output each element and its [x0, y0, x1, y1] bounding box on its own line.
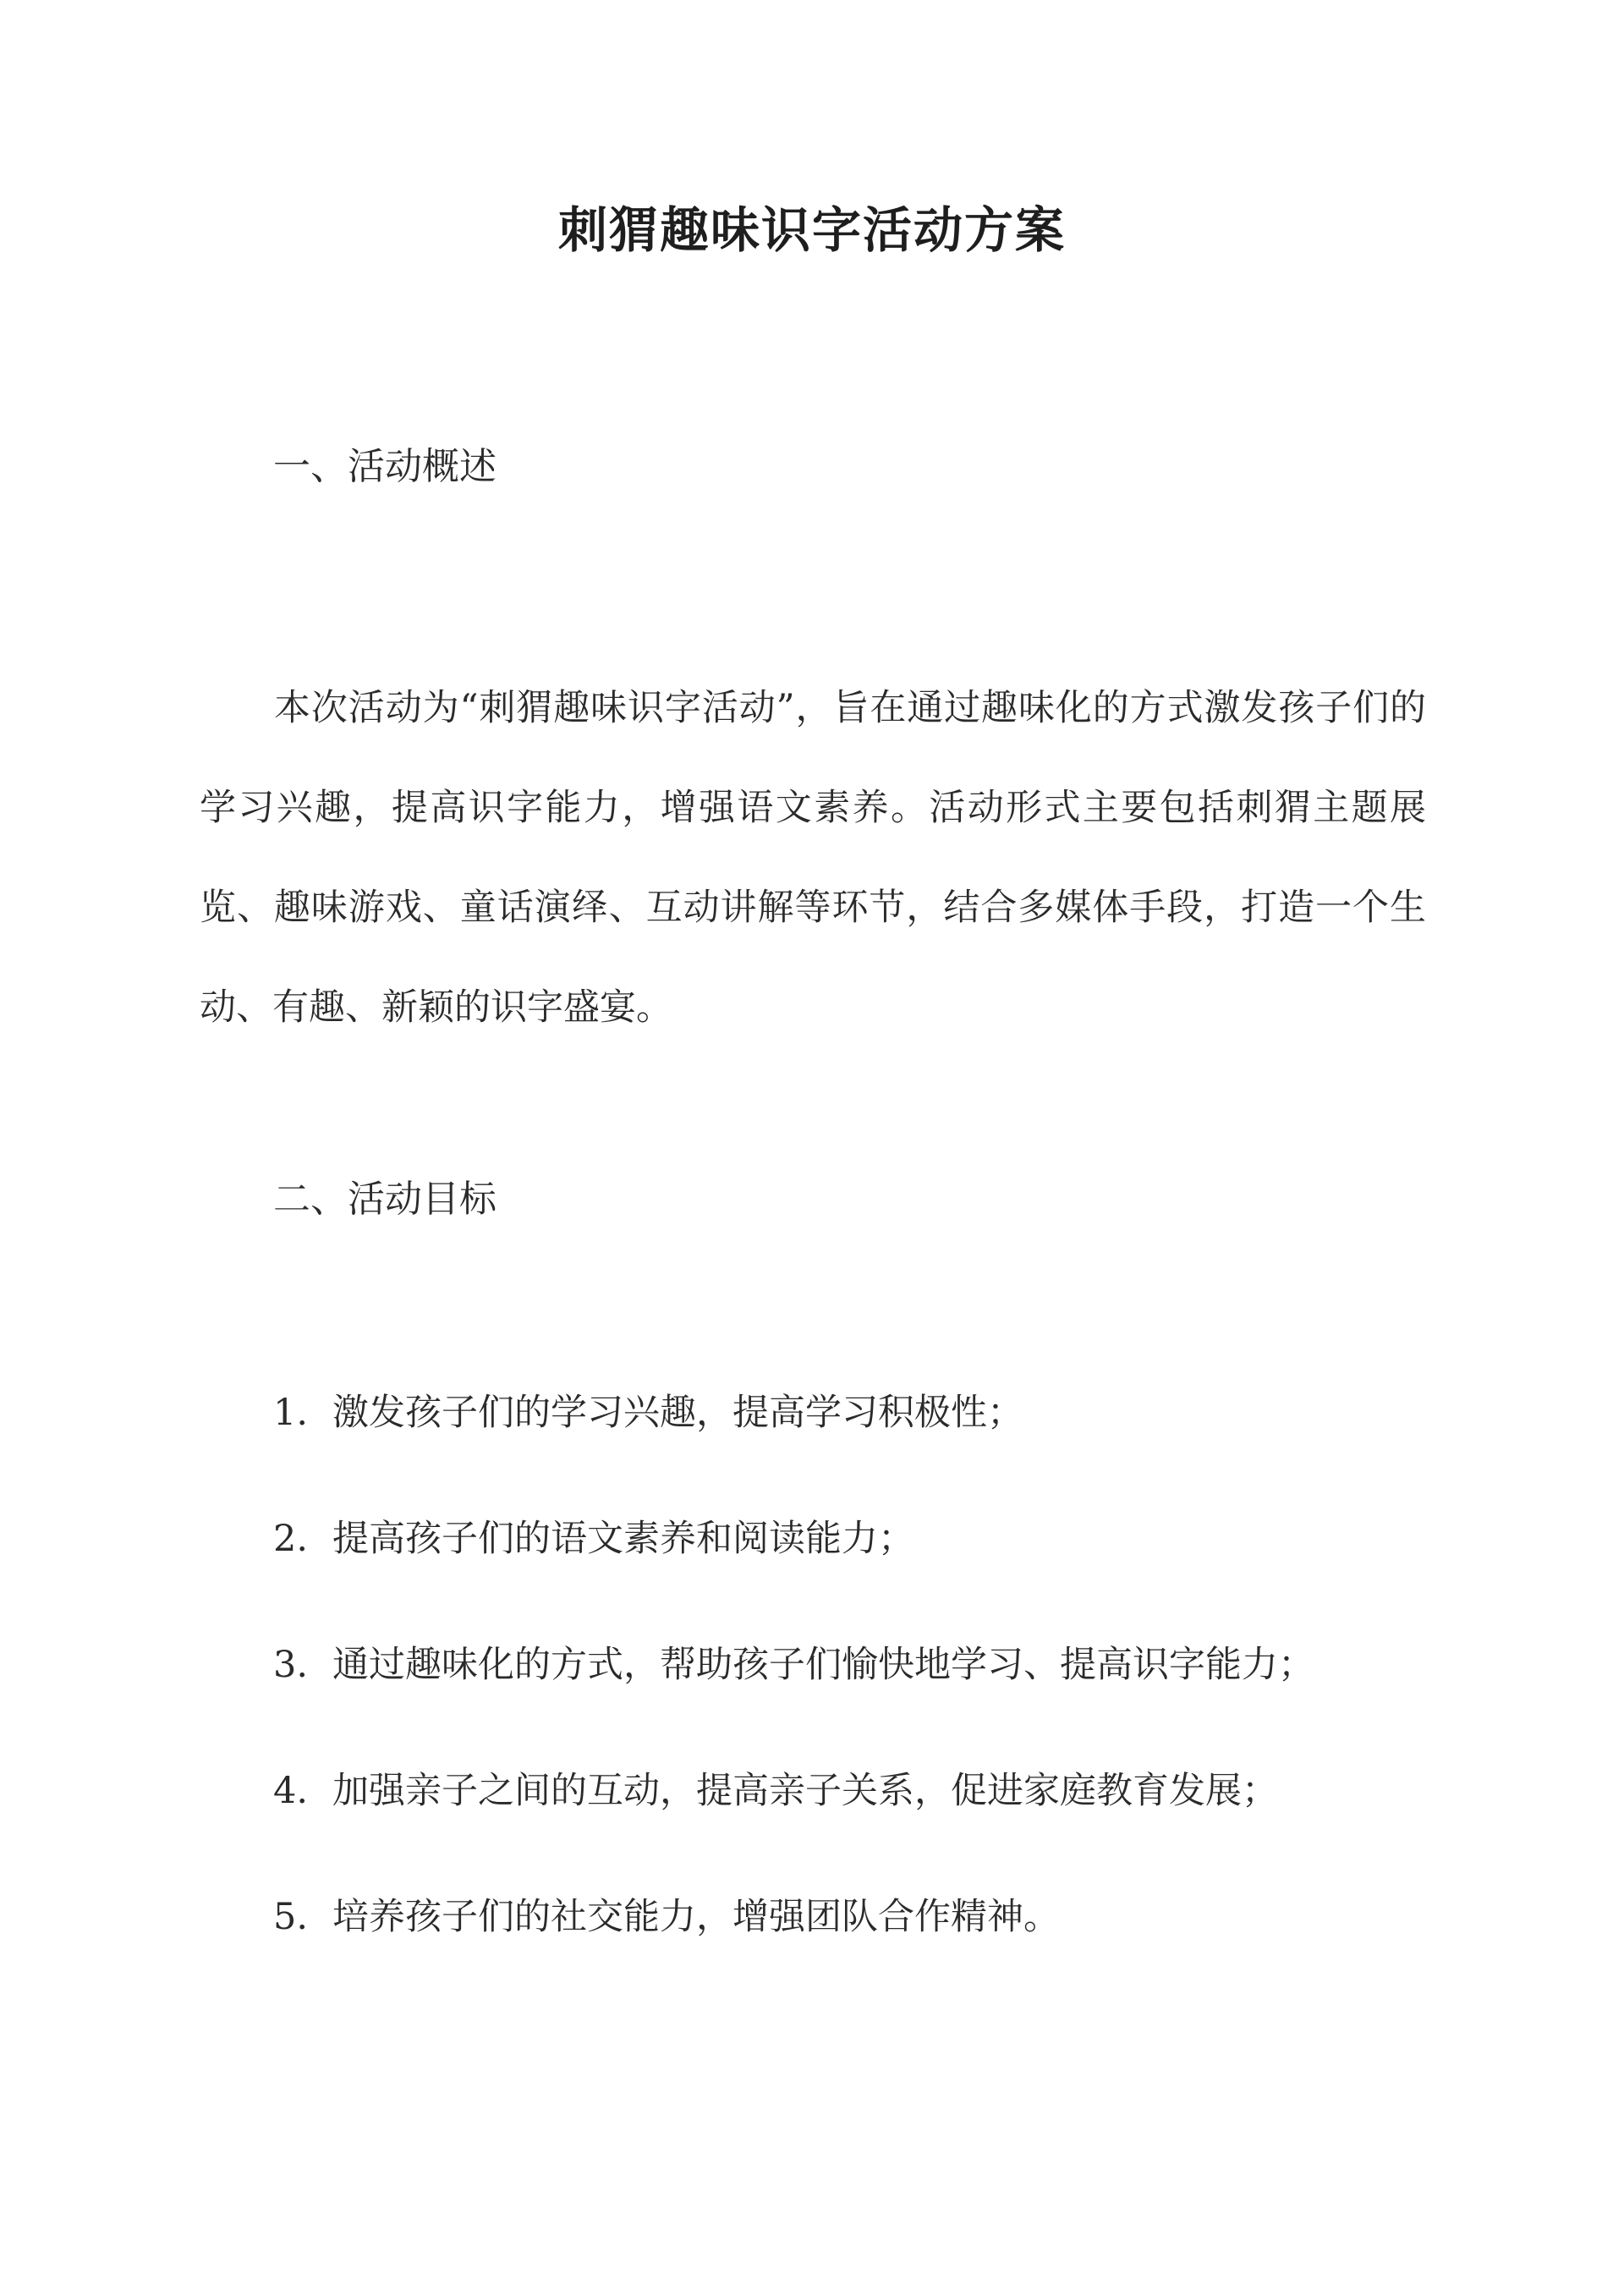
list-item-text: 通过趣味化的方式，帮助孩子们愉快地学习、提高识字能力； — [332, 1644, 1314, 1686]
list-item — [273, 1640, 1314, 1690]
list-item-number: 1. — [273, 1392, 309, 1434]
list-item-number: 4. — [273, 1770, 309, 1812]
list-item-number: 5. — [273, 1896, 309, 1938]
section-heading-goals: 二、活动目标 — [273, 1178, 497, 1221]
document-title: 刺猬趣味识字活动方案 — [557, 201, 1066, 259]
list-item — [273, 1766, 1314, 1816]
list-item-text: 激发孩子们的学习兴趣，提高学习积极性； — [332, 1392, 1023, 1434]
list-item-text: 加强亲子之间的互动，提高亲子关系，促进家庭教育发展； — [332, 1770, 1278, 1812]
list-item-number: 2. — [273, 1518, 309, 1560]
overview-paragraph: 本次活动为“刺猬趣味识字活动”，旨在通过趣味化的方式激发孩子们的学习兴趣，提高识字能力，增强语文素养。活动形式主要包括刺猬主题展览、趣味游戏、童话演绎、互动讲解等环节，结合多媒体手段，打造一个生动、有趣、新颖的识字盛宴。 — [200, 687, 1426, 1029]
list-item-number: 3. — [273, 1644, 309, 1686]
list-item-text: 提高孩子们的语文素养和阅读能力； — [332, 1518, 914, 1560]
goals-list — [273, 1387, 1314, 2018]
list-item-text: 培养孩子们的社交能力，增强团队合作精神。 — [332, 1896, 1060, 1938]
list-item — [273, 1513, 1314, 1564]
list-item — [273, 1387, 1314, 1438]
section-heading-overview: 一、活动概述 — [273, 445, 497, 488]
list-item — [273, 1892, 1314, 1942]
